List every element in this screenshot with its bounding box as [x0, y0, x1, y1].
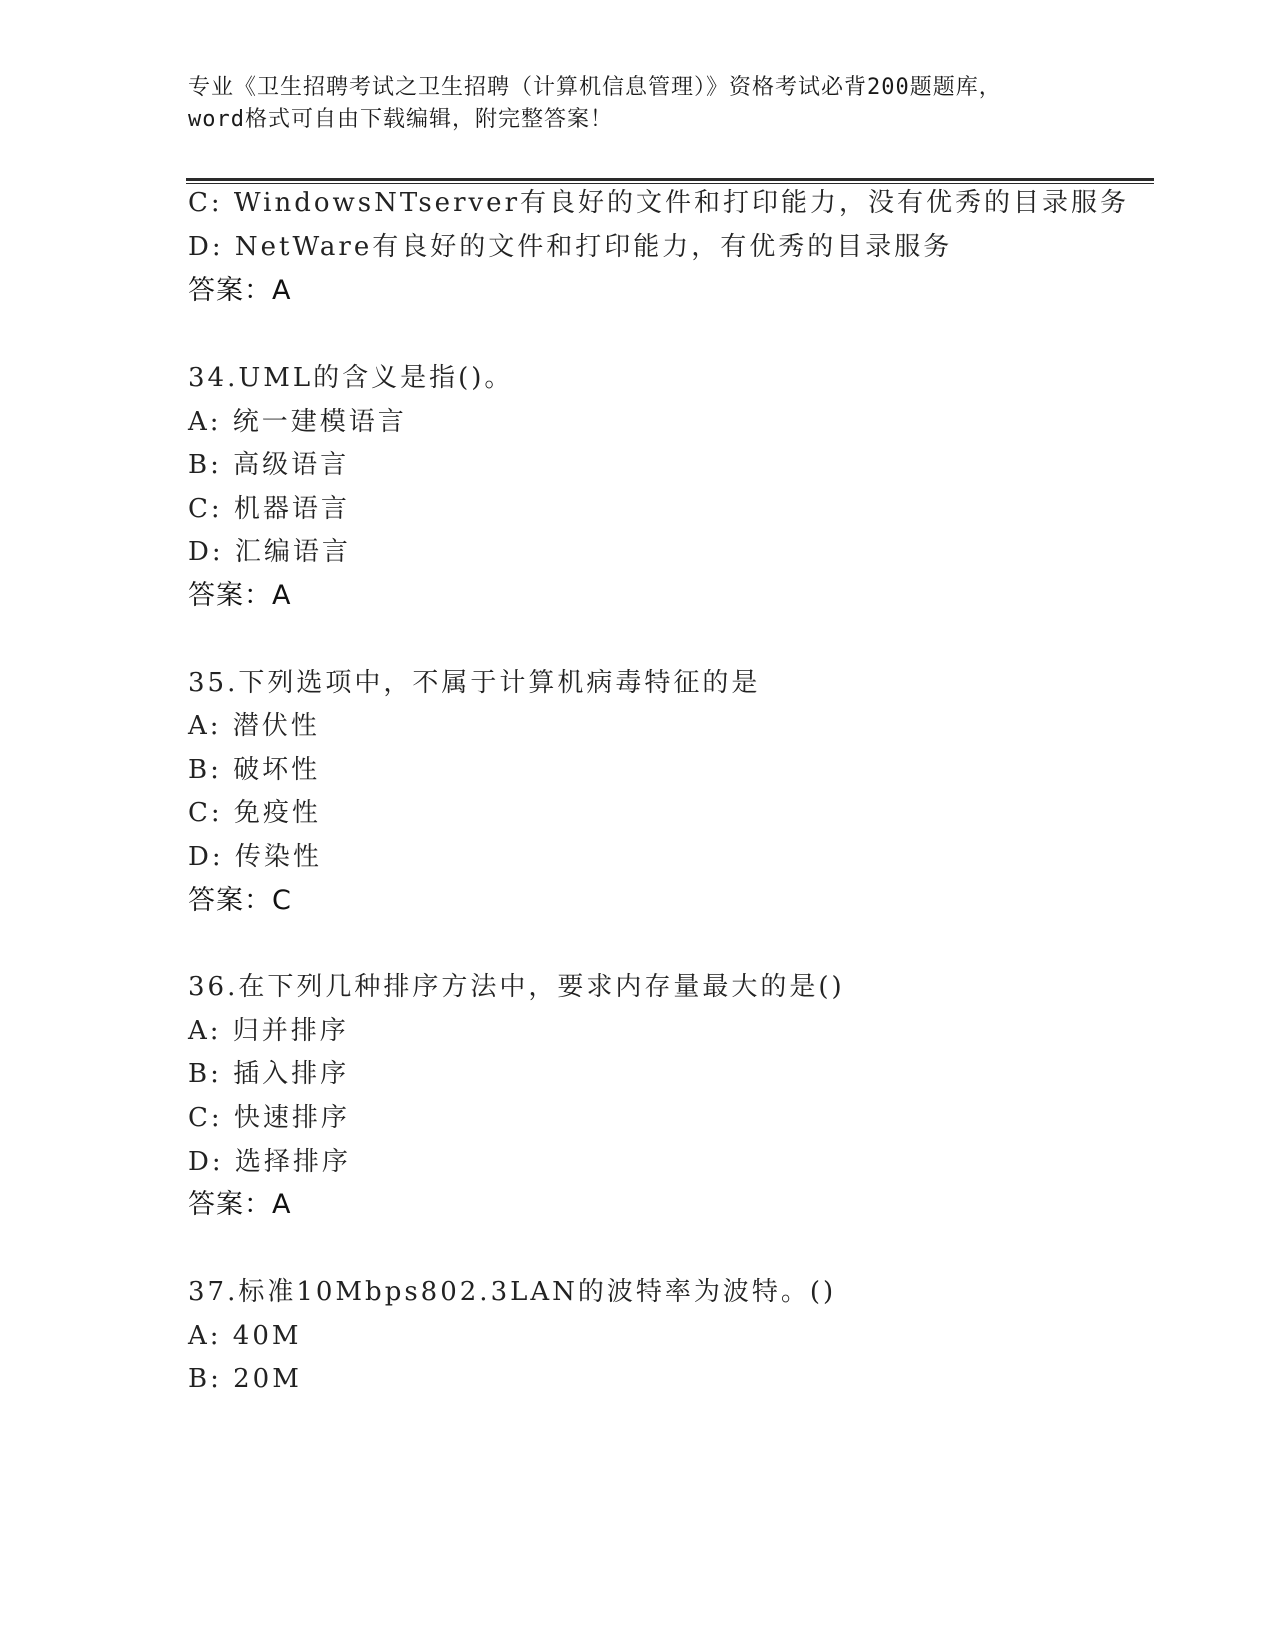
header-divider-thin	[186, 183, 1154, 184]
header-line-2: word格式可自由下载编辑，附完整答案！	[188, 107, 613, 132]
question-37-option-b: B: 20M	[188, 1364, 302, 1394]
question-36-stem: 36.在下列几种排序方法中，要求内存量最大的是()	[188, 972, 845, 1002]
question-34-option-b: B: 高级语言	[188, 450, 350, 480]
header-divider-thick	[186, 178, 1154, 181]
question-35-stem: 35.下列选项中，不属于计算机病毒特征的是	[188, 668, 761, 698]
prev-answer: 答案：A	[188, 275, 292, 306]
question-35-option-d: D: 传染性	[188, 842, 322, 872]
prev-option-d: D: NetWare有良好的文件和打印能力，有优秀的目录服务	[188, 232, 953, 262]
prev-option-c: C: WindowsNTserver有良好的文件和打印能力，没有优秀的目录服务	[188, 188, 1130, 218]
question-34-answer: 答案：A	[188, 580, 292, 611]
question-34-option-d: D: 汇编语言	[188, 537, 351, 567]
question-36-option-a: A: 归并排序	[188, 1016, 349, 1046]
question-35-option-c: C: 免疫性	[188, 798, 321, 828]
question-36-option-c: C: 快速排序	[188, 1103, 350, 1133]
question-35-answer: 答案：C	[188, 885, 292, 916]
question-37-option-a: A: 40M	[188, 1321, 302, 1351]
question-36-option-d: D: 选择排序	[188, 1147, 351, 1177]
question-35-option-a: A: 潜伏性	[188, 711, 320, 741]
question-36-option-b: B: 插入排序	[188, 1059, 350, 1089]
question-37-stem: 37.标准10Mbps802.3LAN的波特率为波特。()	[188, 1277, 837, 1307]
question-35-option-b: B: 破坏性	[188, 755, 321, 785]
question-34-stem: 34.UML的含义是指()。	[188, 363, 514, 393]
header-line-1: 专业《卫生招聘考试之卫生招聘（计算机信息管理）》资格考试必背200题题库，	[188, 75, 1002, 100]
question-34-option-c: C: 机器语言	[188, 494, 350, 524]
question-36-answer: 答案：A	[188, 1189, 292, 1220]
question-34-option-a: A: 统一建模语言	[188, 407, 407, 437]
document-header	[188, 72, 1088, 136]
